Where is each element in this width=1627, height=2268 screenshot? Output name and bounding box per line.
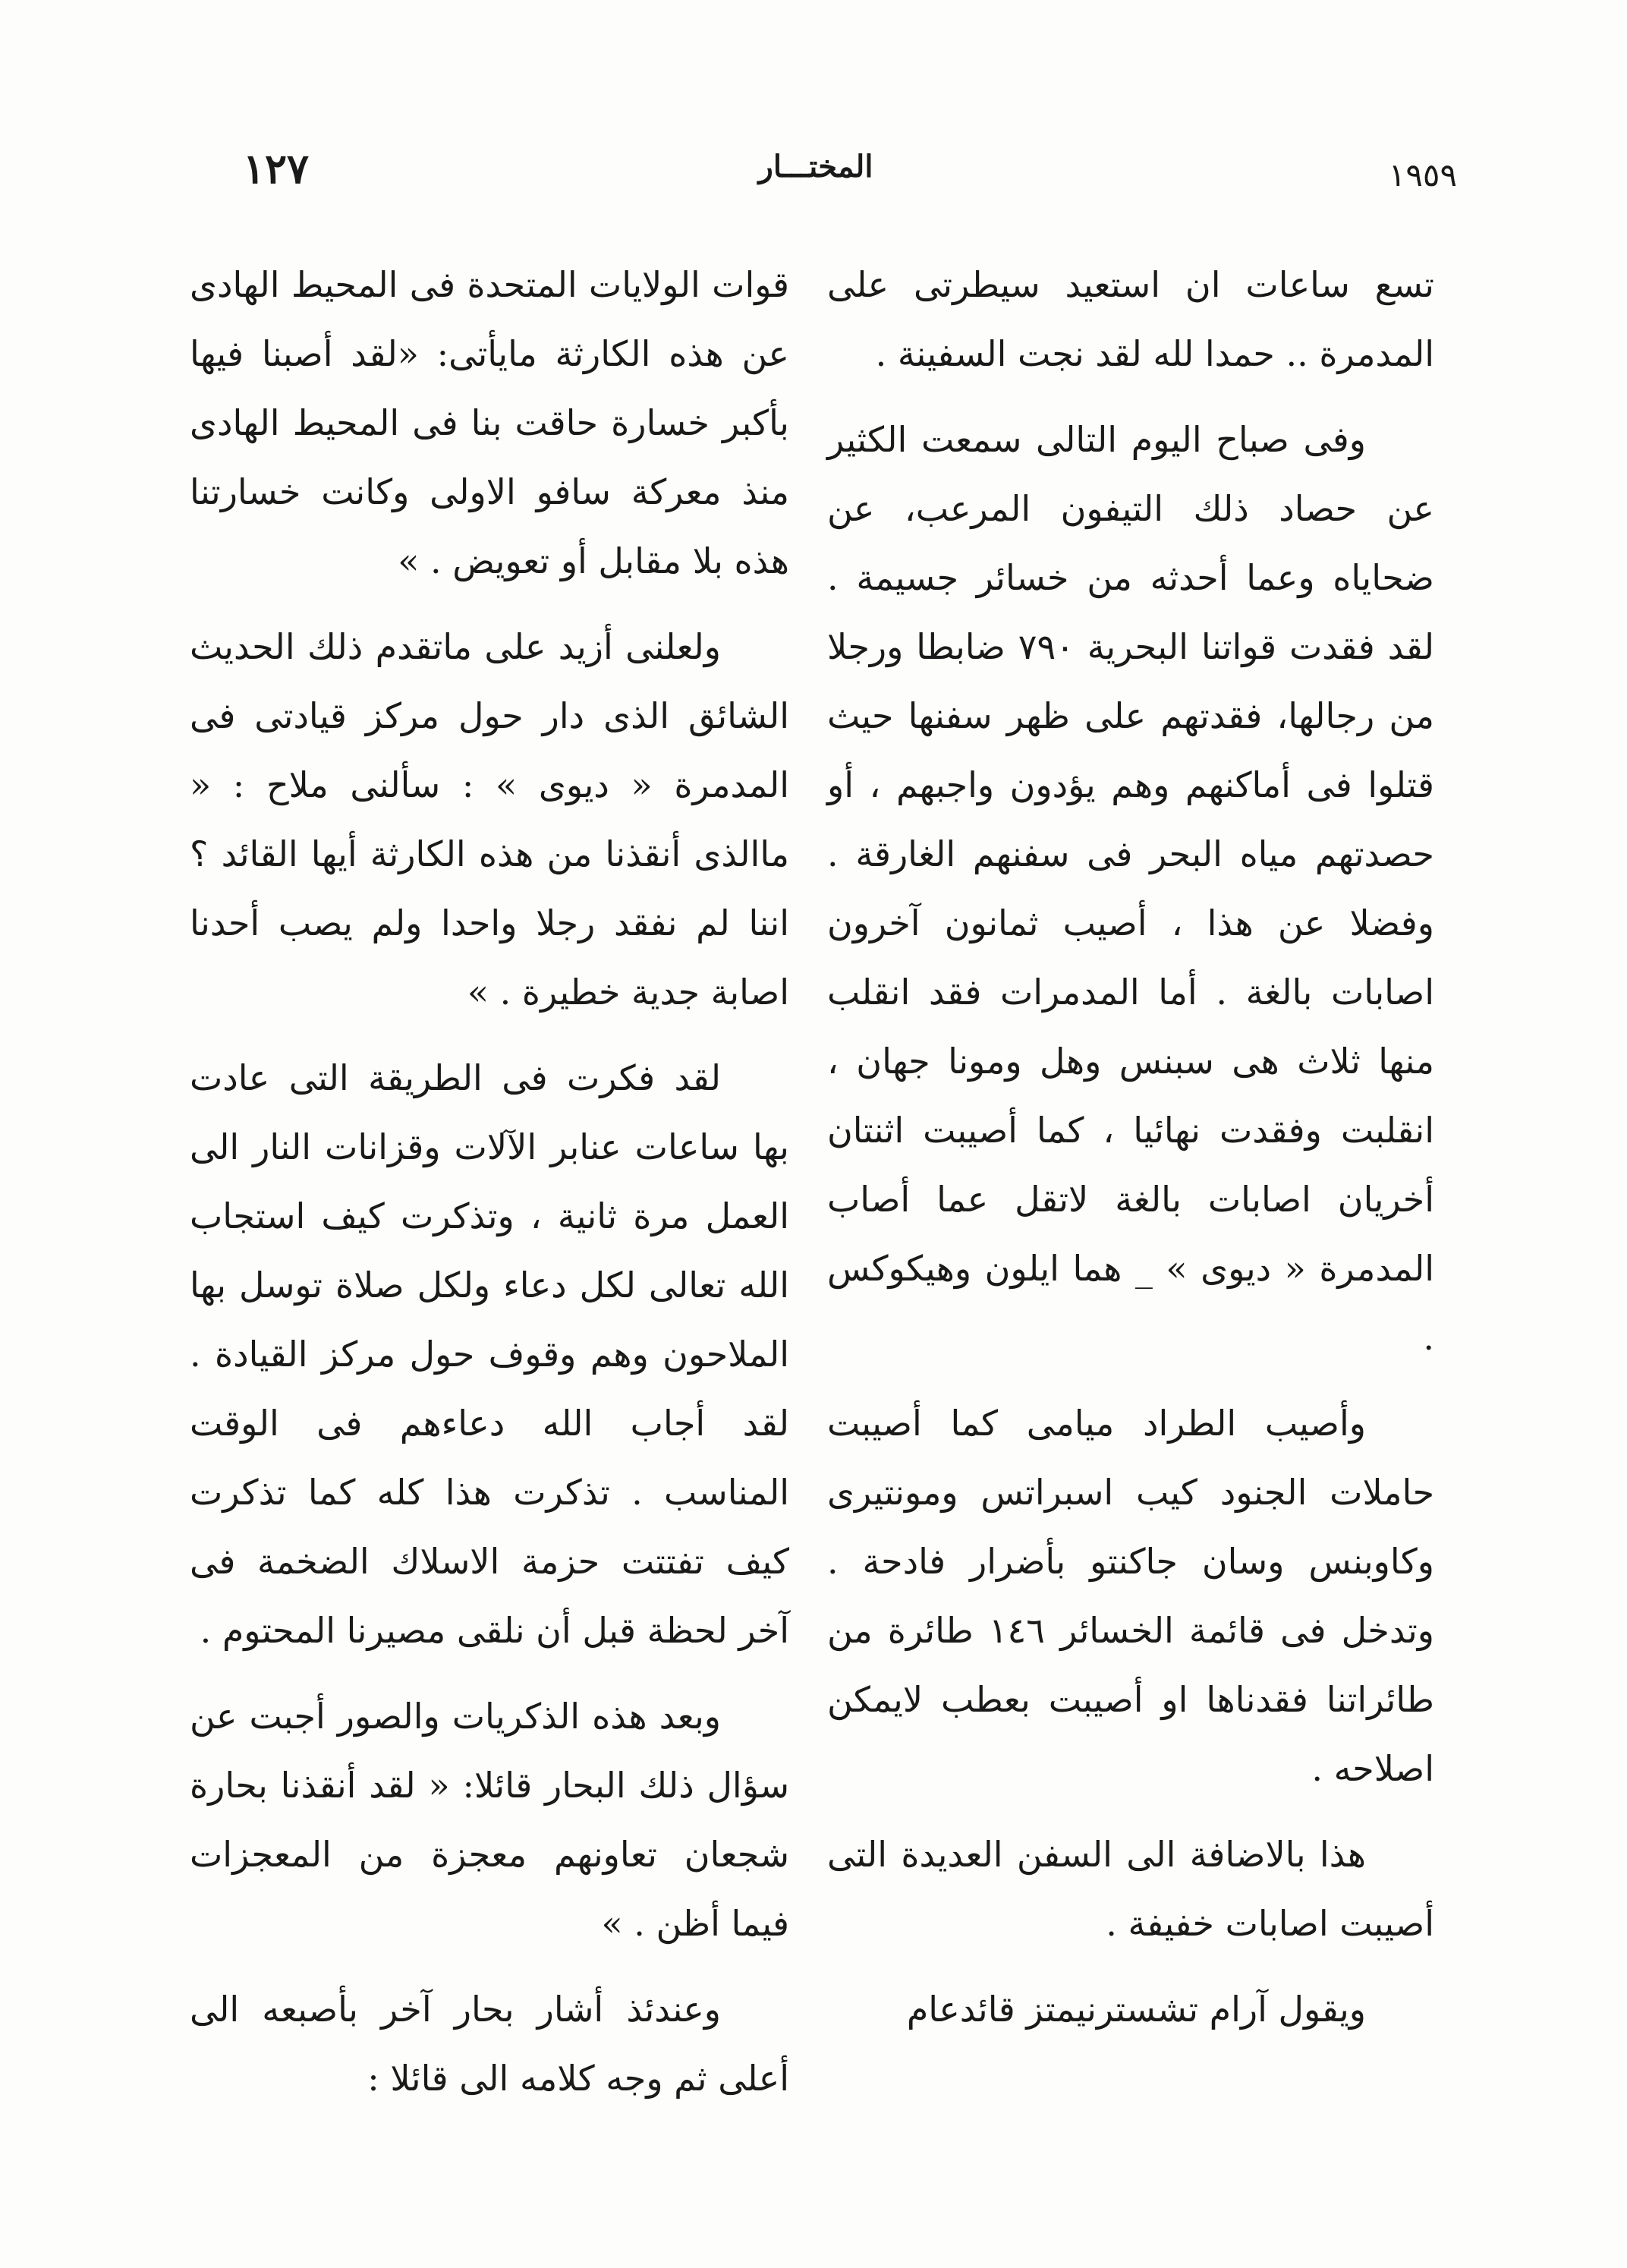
right-column [827,250,1434,2061]
paragraph: وأصيب الطراد ميامى كما أصيبت حاملات الجنود كيب اسبراتس ومونتيرى وكاوبنس وسان جاكنتو بأضرار فادحة . وتدخل فى قائمة الخسائر ١٤٦ طائرة من طائراتنا فقدناها او أصيبت بعطب لايمكن اصلاحه . [827,1403,1435,1789]
paragraph: ولعلنى أزيد على ماتقدم ذلك الحديث الشائق الذى دار حول مركز قيادتى فى المدمرة « ديوى » : سألنى ملاح : « ماالذى أنقذنا من هذه الكارثة أيها القائد ؟ اننا لم نفقد رجلا واحدا ولم يصب أحدنا اصابة جدية خطيرة . » [190,626,789,1013]
paragraph: تسع ساعات ان استعيد سيطرتى على المدمرة .. حمدا لله لقد نجت السفينة . [827,264,1434,374]
paragraph: وبعد هذه الذكريات والصور أجبت عن سؤال ذلك البحار قائلا: « لقد أنقذنا بحارة شجعان تعاونهم معجزة من المعجزات فيما أظن . » [190,1696,789,1944]
paragraph: قوات الولايات المتحدة فى المحيط الهادى عن هذه الكارثة مايأتى: «لقد أصبنا فيها بأكبر خسارة حاقت بنا فى المحيط الهادى منذ معركة سافو الاولى وكانت خسارتنا هذه بلا مقابل أو تعويض . » [190,264,789,581]
page-header [175,144,1457,213]
paragraph: ويقول آرام تشسترنيمتز قائدعام [906,1989,1366,2030]
issue-year: ١٩٥٩ [1388,156,1457,194]
paragraph: لقد فكرت فى الطريقة التى عادت بها ساعات عنابر الآلات وقزانات النار الى العمل مرة ثانية ، وتذكرت كيف استجاب الله تعالى لكل دعاء ولكل صلاة توسل بها الملاحون وهم وقوف حول مركز القيادة . لقد أجاب الله دعاءهم فى الوقت المناسب . تذكرت هذا كله كما تذكرت كيف تفتتت حزمة الاسلاك الضخمة فى آخر لحظة قبل أن نلقى مصيرنا المحتوم . [190,1057,789,1651]
magazine-title: المختـــار [758,149,873,184]
left-column [190,250,789,2130]
page-number: ١٢٧ [243,144,310,193]
paragraph: وفى صباح اليوم التالى سمعت الكثير عن حصاد ذلك التيفون المرعب، عن ضحاياه وعما أحدثه من خسائر جسيمة . لقد فقدت قواتنا البحرية ٧٩٠ ضابطا ورجلا من رجالها، فقدتهم على ظهر سفنها حيث قتلوا فى أماكنهم وهم يؤدون واجبهم ، أو حصدتهم مياه البحر فى سفنهم الغارقة . وفضلا عن هذا ، أصيب ثمانون آخرون اصابات بالغة . أما المدمرات فقد انقلب منها ثلاث هى سبنس وهل ومونا جهان ، انقلبت وفقدت نهائيا ، كما أصيبت اثنتان أخريان اصابات بالغة لاتقل عما أصاب المدمرة « ديوى » _ هما ايلون وهيكوكس . [827,419,1435,1358]
paragraph: هذا بالاضافة الى السفن العديدة التى أصيبت اصابات خفيفة . [827,1834,1434,1944]
paragraph: وعندئذ أشار بحار آخر بأصبعه الى أعلى ثم وجه كلامه الى قائلا : [190,1989,789,2099]
